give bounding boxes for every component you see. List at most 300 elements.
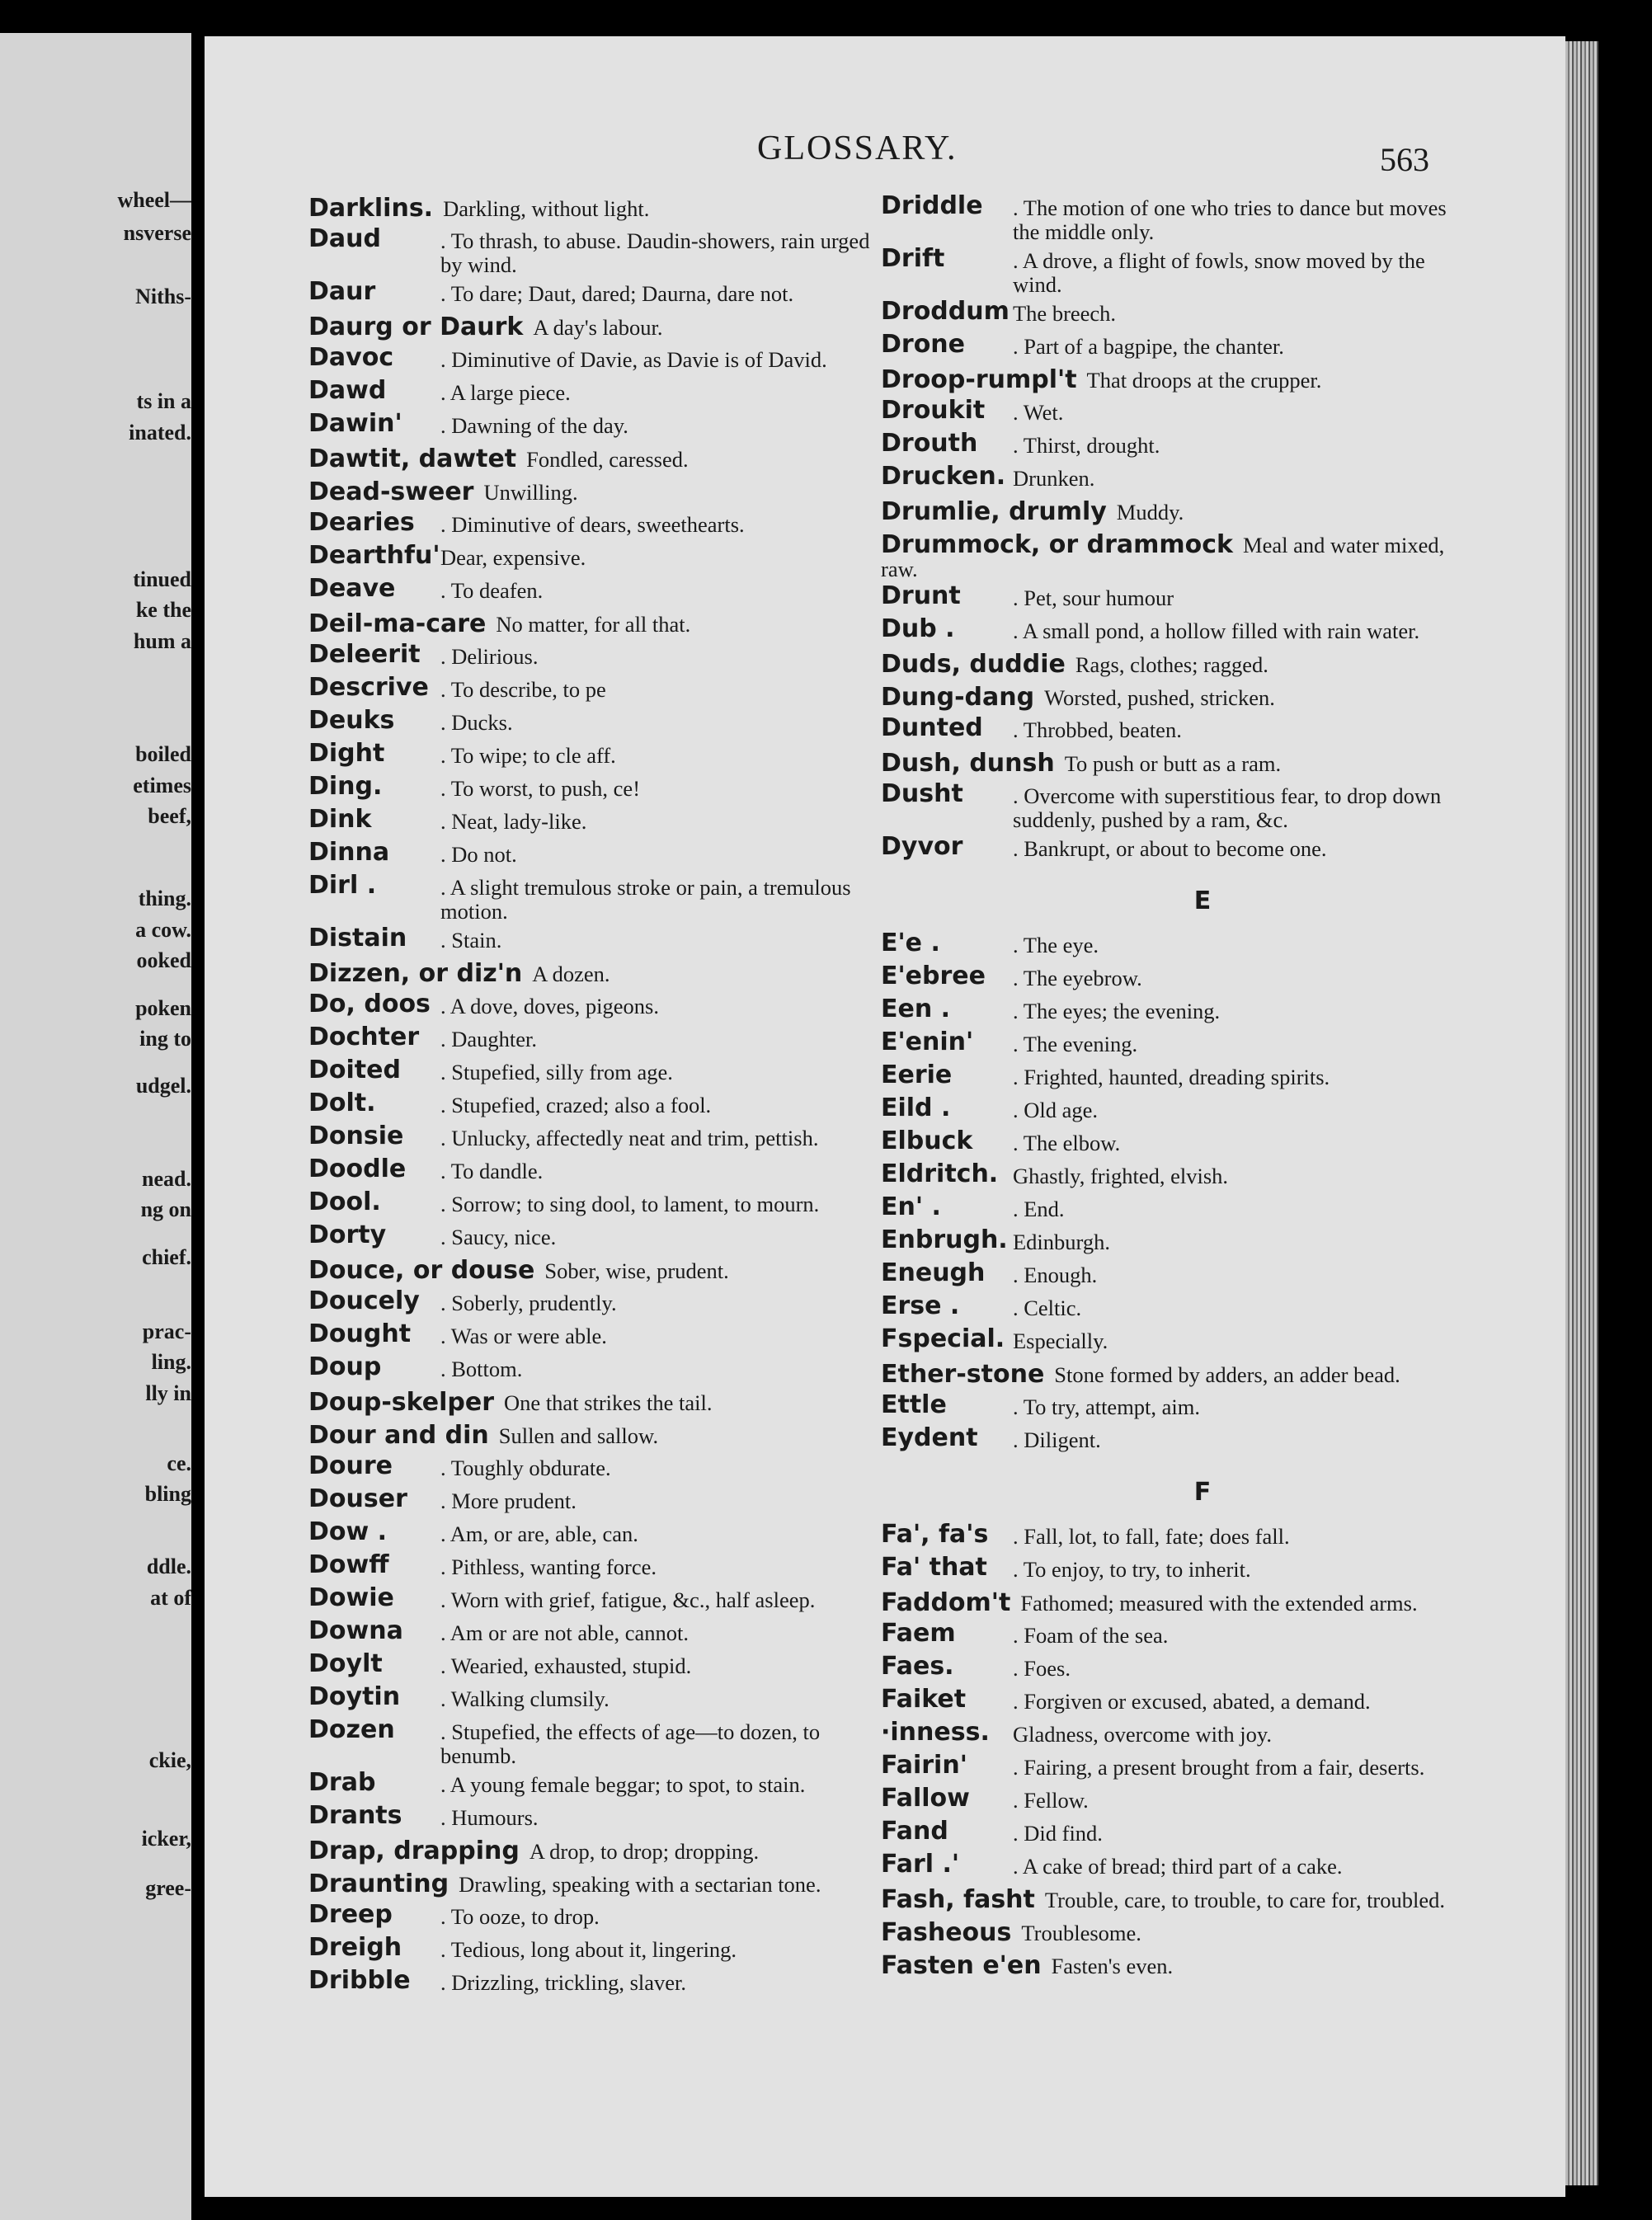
glossary-entry [881, 1423, 1458, 1456]
glossary-entry [881, 779, 1458, 832]
headword: Erse . [881, 1291, 960, 1320]
definition: Fathomed; measured with the extended arms. [1020, 1591, 1418, 1616]
glossary-entry [881, 1126, 1458, 1159]
headword: Fspecial. [881, 1324, 1005, 1353]
glossary-entry [308, 1517, 886, 1550]
facing-page-fragment: nsverse [123, 221, 191, 245]
definition: . Fairing, a present brought from a fair, deserts. [1013, 1755, 1425, 1780]
headword: Eldritch. [881, 1159, 999, 1188]
definition: . Old age. [1013, 1098, 1099, 1122]
glossary-entry [308, 1390, 886, 1418]
facing-page-fragment: gree- [145, 1876, 191, 1900]
definition: . A small pond, a hollow filled with rain water. [1013, 618, 1420, 643]
headword: Faes. [881, 1652, 954, 1681]
headword: Descrive [308, 673, 429, 702]
headword: Dribble [308, 1966, 411, 1995]
glossary-entry [881, 962, 1458, 995]
headword: Douce, or douse [308, 1256, 535, 1285]
definition: . Soberly, prudently. [440, 1291, 617, 1315]
headword: En' . [881, 1192, 941, 1221]
glossary-entry [881, 1225, 1458, 1258]
glossary-entry [308, 1768, 886, 1801]
headword: Eerie [881, 1061, 953, 1089]
glossary-entry [881, 1784, 1458, 1817]
headword: Ding. [308, 772, 383, 801]
glossary-entry [308, 1286, 886, 1319]
glossary-entry [881, 713, 1458, 746]
definition: . Am, or are, able, can. [440, 1522, 638, 1546]
definition: No matter, for all that. [496, 612, 691, 637]
definition: . Stupefied, the effects of age—to dozen, to benumb. [440, 1719, 821, 1768]
glossary-entry [308, 1023, 886, 1056]
glossary-entry [308, 574, 886, 607]
glossary-entry [308, 706, 886, 739]
definition: . More prudent. [440, 1489, 577, 1513]
glossary-entry [308, 1682, 886, 1715]
definition: . Do not. [440, 842, 517, 867]
glossary-entry [308, 871, 886, 924]
definition: . Saucy, nice. [440, 1225, 557, 1249]
definition: . A young female beggar; to spot, to stain. [440, 1772, 806, 1797]
facing-page-fragment: Niths- [135, 285, 191, 308]
facing-page-fragment: ckie, [148, 1748, 191, 1772]
headword: Dearthfu' [308, 541, 440, 570]
glossary-entry [308, 1221, 886, 1253]
glossary-entry [881, 1291, 1458, 1324]
headword: Fash, fasht [881, 1885, 1035, 1914]
glossary-entry [308, 805, 886, 838]
glossary-entry [308, 838, 886, 871]
headword: Faem [881, 1619, 956, 1648]
definition: . Neat, lady-like. [440, 809, 587, 834]
facing-page-fragment: ling. [151, 1350, 191, 1374]
headword: Douser [308, 1484, 407, 1513]
facing-page-fragment: ooked [136, 948, 191, 972]
definition: . Unlucky, affectedly neat and trim, pettish. [440, 1126, 819, 1150]
glossary-entry [308, 277, 886, 310]
definition: Fasten's even. [1051, 1954, 1174, 1978]
facing-page-fragment: tinued [133, 567, 191, 591]
glossary-entry [308, 1872, 886, 1900]
headword: Farl .' [881, 1850, 960, 1879]
headword: Fasheous [881, 1918, 1012, 1947]
definition: . Delirious. [440, 644, 539, 669]
headword: Downa [308, 1616, 403, 1645]
definition: . Was or were able. [440, 1324, 607, 1348]
headword: Een . [881, 995, 951, 1023]
definition: . The motion of one who tries to dance but moves the middle only. [1013, 195, 1447, 244]
definition: . Throbbed, beaten. [1013, 717, 1182, 742]
definition: . A large piece. [440, 380, 571, 405]
headword: Deuks [308, 706, 395, 735]
facing-page-fragment: etimes [133, 774, 191, 797]
glossary-entry [881, 581, 1458, 614]
headword: Dreep [308, 1900, 393, 1929]
headword: Dizzen, or diz'n [308, 959, 523, 988]
definition: Darkling, without light. [443, 196, 650, 221]
facing-page-fragment: chief. [142, 1245, 191, 1269]
headword: Fand [881, 1817, 948, 1846]
definition: . Diminutive of Davie, as Davie is of David. [440, 347, 827, 372]
definition: . Stupefied, silly from age. [440, 1060, 673, 1084]
definition: . Ducks. [440, 710, 513, 735]
glossary-entry [881, 297, 1458, 330]
headword: Drucken. [881, 462, 1006, 491]
headword: Fa', fa's [881, 1520, 989, 1549]
headword: Deil-ma-care [308, 609, 487, 638]
facing-page-fragment: ddle. [146, 1554, 191, 1578]
headword: Ettle [881, 1390, 947, 1419]
definition: Dear, expensive. [440, 545, 586, 570]
glossary-entry [881, 1159, 1458, 1192]
definition: . To deafen. [440, 578, 544, 603]
facing-page-fragment: prac- [142, 1319, 191, 1343]
definition: . Foam of the sea. [1013, 1623, 1169, 1648]
glossary-entry [881, 396, 1458, 429]
facing-page-fragment: bling [144, 1482, 191, 1506]
headword: Dung-dang [881, 683, 1035, 712]
facing-page-fragment: inated. [129, 421, 191, 444]
glossary-entry [308, 924, 886, 957]
definition: Edinburgh. [1013, 1230, 1111, 1254]
definition: Gladness, overcome with joy. [1013, 1722, 1273, 1747]
glossary-entry [881, 1885, 1458, 1916]
definition: . Forgiven or excused, abated, a demand. [1013, 1689, 1371, 1714]
headword: Eneugh [881, 1258, 986, 1287]
definition: . Worn with grief, fatigue, &c., half asleep. [440, 1587, 816, 1612]
definition: A dozen. [532, 962, 610, 986]
headword: Dawtit, dawtet [308, 444, 517, 473]
glossary-entry [308, 1319, 886, 1352]
glossary-entry [881, 1324, 1458, 1357]
definition: Sober, wise, prudent. [544, 1258, 729, 1283]
definition: Unwilling. [483, 480, 578, 505]
headword: Dozen [308, 1715, 395, 1744]
headword: Dolt. [308, 1089, 376, 1117]
definition: One that strikes the tail. [504, 1390, 713, 1415]
glossary-entry [308, 1550, 886, 1583]
definition: . Fellow. [1013, 1788, 1089, 1813]
facing-page-edge [0, 33, 191, 2220]
glossary-entry [881, 191, 1458, 244]
facing-page-fragment: ing to [139, 1027, 191, 1051]
headword: Dool. [308, 1188, 381, 1216]
definition: . To worst, to push, ce! [440, 776, 641, 801]
glossary-entry [881, 1094, 1458, 1126]
definition: Rags, clothes; ragged. [1075, 652, 1268, 677]
headword: Eydent [881, 1423, 978, 1452]
headword: Daurg or Daurk [308, 313, 524, 341]
glossary-entry [881, 685, 1458, 713]
definition: . The eyes; the evening. [1013, 999, 1221, 1023]
headword: Deave [308, 574, 396, 603]
definition: Ghastly, frighted, elvish. [1013, 1164, 1229, 1188]
headword: Dight [308, 739, 385, 768]
headword: Dreigh [308, 1933, 402, 1962]
headword: Drummock, or drammock [881, 530, 1233, 559]
definition: . The elbow. [1013, 1131, 1121, 1155]
definition: . Humours. [440, 1805, 539, 1830]
glossary-entry [308, 409, 886, 442]
headword: Fasten e'en [881, 1951, 1042, 1980]
definition: . A cake of bread; third part of a cake. [1013, 1854, 1343, 1879]
definition: . The eyebrow. [1013, 966, 1142, 990]
definition: . To dandle. [440, 1159, 544, 1183]
headword: Dawin' [308, 409, 402, 438]
headword: Dink [308, 805, 372, 834]
definition: . The eye. [1013, 933, 1099, 957]
headword: Dinna [308, 838, 390, 867]
definition: Trouble, care, to trouble, to care for, troubled. [1044, 1888, 1446, 1912]
headword: Dought [308, 1319, 412, 1348]
headword: Driddle [881, 191, 983, 220]
glossary-entry [308, 640, 886, 673]
headword: Doup-skelper [308, 1388, 495, 1417]
glossary-entry [308, 1423, 886, 1451]
definition: . Fall, lot, to fall, fate; does fall. [1013, 1524, 1290, 1549]
facing-page-fragment: at of [150, 1586, 191, 1610]
headword: Dour and din [308, 1421, 489, 1450]
glossary-entry [308, 1839, 886, 1867]
headword: Fa' that [881, 1553, 987, 1582]
glossary-entry [881, 1951, 1458, 1982]
definition: A day's labour. [533, 315, 663, 340]
headword: Faddom't [881, 1588, 1011, 1617]
definition: . End. [1013, 1197, 1065, 1221]
headword: Dawd [308, 376, 387, 405]
definition: . To try, attempt, aim. [1013, 1395, 1201, 1419]
glossary-entry [881, 1258, 1458, 1291]
definition: . Part of a bagpipe, the chanter. [1013, 334, 1284, 359]
glossary-entry [308, 739, 886, 772]
glossary-entry [881, 497, 1458, 528]
glossary-entry [308, 1484, 886, 1517]
definition: . Frighted, haunted, dreading spirits. [1013, 1065, 1330, 1089]
definition: . Wet. [1013, 400, 1064, 425]
glossary-entry [881, 462, 1458, 495]
headword: Droop-rumpl't [881, 365, 1077, 394]
glossary-entry [881, 1918, 1458, 1949]
page-title: GLOSSARY. [757, 129, 958, 167]
definition: A drop, to drop; dropping. [529, 1839, 760, 1864]
facing-page-fragment: poken [135, 996, 191, 1020]
definition: . To dare; Daut, dared; Daurna, dare not. [440, 281, 794, 306]
definition: . To enjoy, to try, to inherit. [1013, 1557, 1251, 1582]
glossary-entry [881, 1685, 1458, 1718]
page-stack-edge [1565, 41, 1598, 2185]
glossary-entry [308, 1900, 886, 1933]
facing-page-fragment: udgel. [135, 1074, 191, 1098]
facing-page-fragment: ts in a [136, 389, 191, 413]
definition: . Am or are not able, cannot. [440, 1620, 689, 1645]
headword: Elbuck [881, 1126, 973, 1155]
definition: To push or butt as a ram. [1064, 751, 1282, 776]
glossary-entry [881, 1652, 1458, 1685]
definition: . Pithless, wanting force. [440, 1554, 657, 1579]
headword: Daud [308, 224, 381, 253]
glossary-entry [308, 1715, 886, 1768]
glossary-entry [308, 343, 886, 376]
headword: Draunting [308, 1870, 449, 1898]
headword: Do, doos [308, 990, 431, 1018]
facing-page-fragment: lly in [145, 1381, 191, 1405]
definition: Meal and water mixed, raw. [881, 533, 1445, 581]
definition: . Wearied, exhausted, stupid. [440, 1653, 692, 1678]
headword: Drants [308, 1801, 402, 1830]
definition: . Diligent. [1013, 1427, 1101, 1452]
headword: Fallow [881, 1784, 970, 1813]
glossary-entry [881, 832, 1458, 865]
headword: Drunt [881, 581, 961, 610]
definition: . Did find. [1013, 1821, 1103, 1846]
glossary-entry [308, 1122, 886, 1155]
glossary-entry [308, 224, 886, 277]
glossary-page [205, 36, 1565, 2197]
glossary-column-right [881, 191, 1458, 1987]
headword: E'enin' [881, 1028, 974, 1056]
headword: Enbrugh. [881, 1225, 1008, 1254]
facing-page-fragment: ce. [167, 1451, 191, 1475]
definition: . Diminutive of dears, sweethearts. [440, 512, 745, 537]
headword: Dearies [308, 508, 415, 537]
facing-page-fragment: hum a [133, 629, 191, 653]
headword: Faiket [881, 1685, 967, 1714]
glossary-entry [308, 1583, 886, 1616]
facing-page-fragment: ke the [135, 598, 191, 622]
glossary-entry [881, 1850, 1458, 1883]
glossary-entry [881, 1061, 1458, 1094]
glossary-entry [308, 1155, 886, 1188]
glossary-entry [881, 1588, 1458, 1619]
headword: Drift [881, 244, 945, 273]
headword: Doytin [308, 1682, 401, 1711]
headword: E'e . [881, 929, 940, 957]
glossary-entry [881, 1619, 1458, 1652]
glossary-entry [881, 1751, 1458, 1784]
glossary-entry [308, 990, 886, 1023]
glossary-entry [308, 1933, 886, 1966]
facing-page-fragment: icker, [141, 1827, 191, 1851]
headword: Dow . [308, 1517, 388, 1546]
headword: Droddum [881, 297, 1010, 326]
headword: Doure [308, 1451, 393, 1480]
definition: Stone formed by adders, an adder bead. [1054, 1362, 1400, 1387]
headword: Drab [308, 1768, 376, 1797]
definition: . To ooze, to drop. [440, 1904, 600, 1929]
headword: Doucely [308, 1286, 420, 1315]
headword: Darklins. [308, 194, 434, 223]
glossary-entry [881, 614, 1458, 647]
facing-page-fragment: ng on [140, 1197, 191, 1221]
glossary-entry [881, 995, 1458, 1028]
glossary-entry [308, 376, 886, 409]
headword: Dush, dunsh [881, 749, 1055, 778]
headword: Dusht [881, 779, 963, 808]
glossary-entry [308, 673, 886, 706]
glossary-entry [881, 1028, 1458, 1061]
definition: . Enough. [1013, 1263, 1098, 1287]
headword: Doup [308, 1352, 382, 1381]
definition: . Bankrupt, or about to become one. [1013, 836, 1327, 861]
glossary-entry [881, 1553, 1458, 1586]
headword: Deleerit [308, 640, 421, 669]
glossary-entry [308, 1056, 886, 1089]
headword: Dub . [881, 614, 955, 643]
headword: Drap, drapping [308, 1837, 520, 1865]
definition: . Daughter. [440, 1027, 538, 1051]
glossary-entry [308, 444, 886, 475]
glossary-entry [308, 1258, 886, 1286]
glossary-entry [308, 1801, 886, 1834]
glossary-entry [308, 959, 886, 990]
headword: Eild . [881, 1094, 951, 1122]
definition: . Stain. [440, 928, 502, 952]
glossary-entry [881, 1362, 1458, 1390]
definition: . Foes. [1013, 1656, 1071, 1681]
headword: Dorty [308, 1221, 387, 1249]
headword: Ether-stone [881, 1360, 1045, 1389]
glossary-entry [308, 1352, 886, 1385]
definition: Fondled, caressed. [526, 447, 689, 472]
facing-page-fragment: nead. [142, 1167, 191, 1191]
definition: Drunken. [1013, 466, 1095, 491]
glossary-entry [308, 541, 886, 574]
headword: Distain [308, 924, 407, 952]
definition: . A slight tremulous stroke or pain, a tremulous motion. [440, 875, 851, 924]
definition: . Sorrow; to sing dool, to lament, to mourn. [440, 1192, 820, 1216]
section-letter: F [1193, 1478, 1212, 1507]
headword: Dowie [308, 1583, 394, 1612]
glossary-entry [881, 751, 1458, 779]
glossary-entry [308, 1451, 886, 1484]
definition: . The evening. [1013, 1032, 1138, 1056]
headword: Doited [308, 1056, 401, 1084]
glossary-entry [881, 1390, 1458, 1423]
glossary-entry [881, 1192, 1458, 1225]
headword: Dirl . [308, 871, 377, 900]
facing-page-fragment: a cow. [135, 918, 191, 942]
definition: . Dawning of the day. [440, 413, 628, 438]
definition: Worsted, pushed, stricken. [1044, 685, 1275, 710]
headword: E'ebree [881, 962, 986, 990]
glossary-entry [881, 330, 1458, 363]
definition: . Celtic. [1013, 1296, 1082, 1320]
glossary-entry [881, 1817, 1458, 1850]
glossary-entry [308, 1188, 886, 1221]
headword: Doylt [308, 1649, 383, 1678]
facing-page-fragment: boiled [135, 742, 191, 766]
headword: ·inness. [881, 1718, 990, 1747]
headword: Dowff [308, 1550, 389, 1579]
definition: . Bottom. [440, 1357, 523, 1381]
headword: Doodle [308, 1155, 407, 1183]
glossary-entry [881, 244, 1458, 297]
glossary-entry [308, 1649, 886, 1682]
glossary-entry [881, 365, 1458, 396]
glossary-entry [881, 530, 1458, 581]
definition: . Pet, sour humour [1013, 586, 1174, 610]
glossary-entry [881, 1718, 1458, 1751]
definition: . Stupefied, crazed; also a fool. [440, 1093, 712, 1117]
section-letter: E [1193, 887, 1212, 915]
headword: Dochter [308, 1023, 420, 1051]
definition: . Toughly obdurate. [440, 1456, 611, 1480]
glossary-entry [881, 652, 1458, 680]
definition: . To thrash, to abuse. Daudin-showers, rain urged by wind. [440, 228, 870, 277]
facing-page-fragment: thing. [138, 887, 191, 910]
page-number: 563 [1380, 141, 1429, 178]
headword: Drouth [881, 429, 978, 458]
